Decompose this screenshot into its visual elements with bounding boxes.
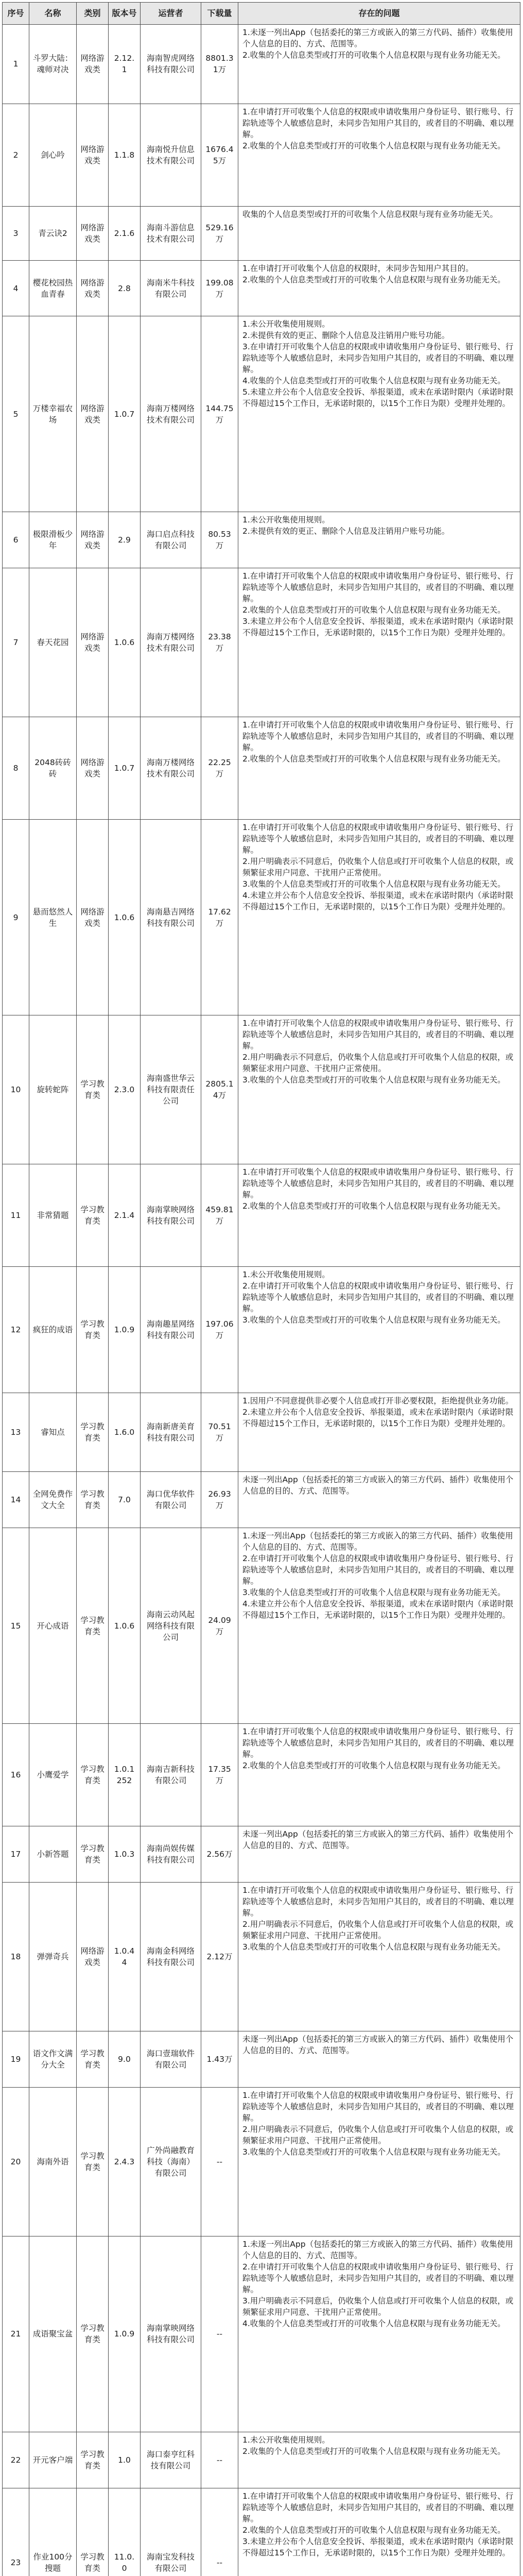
app-version: 2.1.6 <box>109 206 141 260</box>
row-number: 9 <box>3 820 29 1015</box>
download-count: 17.35万 <box>201 1723 238 1826</box>
download-count: 26.93万 <box>201 1472 238 1528</box>
row-number: 2 <box>3 104 29 206</box>
issue-list <box>238 1723 520 1826</box>
app-operator: 海南新唐美育科技有限公司 <box>141 1393 201 1472</box>
download-count: 1.43万 <box>201 2031 238 2088</box>
row-number: 5 <box>3 316 29 512</box>
app-version: 1.0.6 <box>109 568 141 717</box>
row-number: 20 <box>3 2087 29 2236</box>
app-name: 开心成语 <box>29 1528 77 1724</box>
download-count: 80.53万 <box>201 512 238 568</box>
issue-list <box>238 104 520 206</box>
table-row <box>3 316 520 512</box>
row-number: 13 <box>3 1393 29 1472</box>
row-number: 23 <box>3 2488 29 2576</box>
issue-item: 2.未提供有效的更正、删除个人信息及注销用户账号功能。 <box>242 331 450 341</box>
row-number: 10 <box>3 1015 29 1164</box>
app-category: 学习教育类 <box>77 1826 109 1882</box>
issue-item: 1.未公开收集使用规则。 <box>242 2435 330 2445</box>
table-row <box>3 1393 520 1472</box>
app-operator: 海南斗游信息技术有限公司 <box>141 206 201 260</box>
app-category: 学习教育类 <box>77 1723 109 1826</box>
app-name: 海南外语 <box>29 2087 77 2236</box>
app-operator: 海南趣星网络科技有限公司 <box>141 1267 201 1393</box>
download-count: 24.09万 <box>201 1528 238 1724</box>
app-category: 网络游戏类 <box>77 568 109 717</box>
issue-item: 2.收集的个人信息类型或打开的可收集个人信息权限与现有业务功能无关。 <box>242 605 505 615</box>
issue-item: 1.在申请打开可收集个人信息的权限或申请收集用户身份证号、银行账号、行踪轨迹等个人敏感信息时，未同步告知用户其目的，或者目的不明确、难以理解。 <box>242 1885 514 1918</box>
app-name: 万楼幸福农场 <box>29 316 77 512</box>
app-operator: 海南吉新科技有限公司 <box>141 1723 201 1826</box>
app-version: 1.0.1252 <box>109 1723 141 1826</box>
download-count: -- <box>201 2432 238 2488</box>
issue-item: 1.因用户不同意提供非必要个人信息或打开非必要权限，拒绝提供业务功能。 <box>242 1396 514 1405</box>
app-name: 疯狂的成语 <box>29 1267 77 1393</box>
app-name: 悬而悠然人生 <box>29 820 77 1015</box>
issue-list <box>238 206 520 260</box>
app-name: 小鹰爱学 <box>29 1723 77 1826</box>
app-version: 1.6.0 <box>109 1393 141 1472</box>
issue-item: 2.收集的个人信息类型或打开的可收集个人信息权限与现有业务功能无关。 <box>242 2525 505 2535</box>
issue-item: 3.收集的个人信息类型或打开的可收集个人信息权限与现有业务功能无关。 <box>242 2147 505 2157</box>
app-name: 开元客户端 <box>29 2432 77 2488</box>
table-row <box>3 1472 520 1528</box>
issue-list <box>238 568 520 717</box>
app-name: 樱花校园热血青春 <box>29 260 77 316</box>
row-number: 14 <box>3 1472 29 1528</box>
row-number: 22 <box>3 2432 29 2488</box>
app-category: 网络游戏类 <box>77 104 109 206</box>
issue-item: 1.未逐一列出App（包括委托的第三方或嵌入的第三方代码、插件）收集使用个人信息的目的、方式、范围等。 <box>242 28 513 48</box>
issue-item: 未逐一列出App（包括委托的第三方或嵌入的第三方代码、插件）收集使用个人信息的目的、方式、范围等。 <box>242 1829 514 1850</box>
app-operator: 海口壹瑞软件有限公司 <box>141 2031 201 2088</box>
issue-item: 3.收集的个人信息类型或打开的可收集个人信息权限与现有业务功能无关。 <box>242 1315 505 1325</box>
header-operator: 运营者 <box>141 3 201 25</box>
table-row <box>3 104 520 206</box>
issue-item: 1.在申请打开可收集个人信息的权限或申请收集用户身份证号、银行账号、行踪轨迹等个人敏感信息时，未同步告知用户其目的，或者目的不明确、难以理解。 <box>242 1018 514 1050</box>
app-operator: 海口启点科技有限公司 <box>141 512 201 568</box>
table-row <box>3 206 520 260</box>
table-row <box>3 1882 520 2031</box>
app-name: 剑心吟 <box>29 104 77 206</box>
issue-item: 3.在申请打开可收集个人信息的权限或申请收集用户身份证号、银行账号、行踪轨迹等个人敏感信息时，未同步告知用户其目的，或者目的不明确、难以理解。 <box>242 342 514 375</box>
app-name: 语文作文满分大全 <box>29 2031 77 2088</box>
app-category: 学习教育类 <box>77 1164 109 1267</box>
download-count: -- <box>201 2236 238 2432</box>
issue-list <box>238 1164 520 1267</box>
download-count: -- <box>201 2087 238 2236</box>
issue-item: 1.未逐一列出App（包括委托的第三方或嵌入的第三方代码、插件）收集使用个人信息的目的、方式、范围等。 <box>242 1531 513 1552</box>
app-category: 学习教育类 <box>77 2432 109 2488</box>
app-operator: 海南尚娱传媒科技有限公司 <box>141 1826 201 1882</box>
app-name: 全网免费作文大全 <box>29 1472 77 1528</box>
issue-item: 2.未提供有效的更正、删除个人信息及注销用户账号功能。 <box>242 527 450 536</box>
app-operator: 海南掌映网络科技有限公司 <box>141 1164 201 1267</box>
issue-list <box>238 717 520 820</box>
app-version: 1.1.8 <box>109 104 141 206</box>
issue-list <box>238 2031 520 2088</box>
app-category: 学习教育类 <box>77 2236 109 2432</box>
table-row <box>3 820 520 1015</box>
app-operator: 海口泰亨红科技有限公司 <box>141 2432 201 2488</box>
app-version: 2.4.3 <box>109 2087 141 2236</box>
app-name: 青云诀2 <box>29 206 77 260</box>
issue-item: 3.收集的个人信息类型或打开的可收集个人信息权限与现有业务功能无关。 <box>242 1588 505 1598</box>
row-number: 12 <box>3 1267 29 1393</box>
issue-item: 3.未建立并公布个人信息安全投诉、举报渠道，或未在承诺时限内（承诺时限不得超过15个工作日，无承诺时限的，以15个工作日为限）受理并处理的。 <box>242 2536 514 2557</box>
issue-list <box>238 1393 520 1472</box>
app-category: 网络游戏类 <box>77 316 109 512</box>
download-count: 459.81万 <box>201 1164 238 1267</box>
header-issues: 存在的问题 <box>238 3 520 25</box>
table-row <box>3 2236 520 2432</box>
header-version: 版本号 <box>109 3 141 25</box>
header-name: 名称 <box>29 3 77 25</box>
row-number: 11 <box>3 1164 29 1267</box>
app-operator: 海南悬吉网络科技有限公司 <box>141 820 201 1015</box>
issue-item: 未逐一列出App（包括委托的第三方或嵌入的第三方代码、插件）收集使用个人信息的目的、方式、范围等。 <box>242 2035 514 2056</box>
app-name: 弹弹奇兵 <box>29 1882 77 2031</box>
issue-item: 2.收集的个人信息类型或打开的可收集个人信息权限与现有业务功能无关。 <box>242 141 505 150</box>
app-operator: 广外尚融教育科技（海南）有限公司 <box>141 2087 201 2236</box>
table-row <box>3 512 520 568</box>
app-version: 7.0 <box>109 1472 141 1528</box>
app-category: 网络游戏类 <box>77 1882 109 2031</box>
issue-item: 1.未公开收集使用规则。 <box>242 1270 330 1280</box>
issue-item: 3.收集的个人信息类型或打开的可收集个人信息权限与现有业务功能无关。 <box>242 1942 505 1952</box>
table-row <box>3 25 520 104</box>
issue-list <box>238 1528 520 1724</box>
table-row <box>3 2488 520 2576</box>
download-count: -- <box>201 2488 238 2576</box>
issue-list <box>238 512 520 568</box>
app-name: 作业100分搜题 <box>29 2488 77 2576</box>
app-version: 1.0.9 <box>109 2236 141 2432</box>
app-version: 2.8 <box>109 260 141 316</box>
header-downloads: 下载量 <box>201 3 238 25</box>
app-name: 旋转蛇阵 <box>29 1015 77 1164</box>
issue-item: 1.在申请打开可收集个人信息的权限或申请收集用户身份证号、银行账号、行踪轨迹等个人敏感信息时，未同步告知用户其目的，或者目的不明确、难以理解。 <box>242 1167 514 1200</box>
download-count: 2805.14万 <box>201 1015 238 1164</box>
row-number: 8 <box>3 717 29 820</box>
app-name: 非常猜题 <box>29 1164 77 1267</box>
download-count: 1676.45万 <box>201 104 238 206</box>
issue-item: 2.用户明确表示不同意后，仍收集个人信息或打开可收集个人信息的权限，或频繁征求用户同意、干扰用户正常使用。 <box>242 2124 514 2145</box>
app-name: 睿知点 <box>29 1393 77 1472</box>
issue-list <box>238 2087 520 2236</box>
issue-list <box>238 1882 520 2031</box>
header-category: 类别 <box>77 3 109 25</box>
header-no: 序号 <box>3 3 29 25</box>
issue-item: 1.未逐一列出App（包括委托的第三方或嵌入的第三方代码、插件）收集使用个人信息的目的、方式、范围等。 <box>242 2240 513 2261</box>
table-body <box>3 25 520 2576</box>
app-version: 2.1.4 <box>109 1164 141 1267</box>
table-row <box>3 2432 520 2488</box>
issue-item: 收集的个人信息类型或打开的可收集个人信息权限与现有业务功能无关。 <box>242 209 498 219</box>
app-category: 网络游戏类 <box>77 820 109 1015</box>
app-category: 网络游戏类 <box>77 260 109 316</box>
app-version: 2.12.1 <box>109 25 141 104</box>
app-category: 学习教育类 <box>77 1015 109 1164</box>
app-version: 1.0.6 <box>109 820 141 1015</box>
app-operator: 海南万楼网络技术有限公司 <box>141 717 201 820</box>
app-name: 2048砖砖砖 <box>29 717 77 820</box>
app-operator: 海南宝发科技有限公司 <box>141 2488 201 2576</box>
issue-item: 2.用户明确表示不同意后，仍收集个人信息或打开可收集个人信息的权限，或频繁征求用户同意、干扰用户正常使用。 <box>242 1052 514 1073</box>
issue-list <box>238 1015 520 1164</box>
issue-list <box>238 2488 520 2576</box>
app-version: 1.0 <box>109 2432 141 2488</box>
app-category: 学习教育类 <box>77 2488 109 2576</box>
row-number: 19 <box>3 2031 29 2088</box>
issue-item: 1.在申请打开可收集个人信息的权限或申请收集用户身份证号、银行账号、行踪轨迹等个人敏感信息时，未同步告知用户其目的，或者目的不明确、难以理解。 <box>242 2491 514 2523</box>
app-operator: 海南米牛科技有限公司 <box>141 260 201 316</box>
row-number: 7 <box>3 568 29 717</box>
row-number: 16 <box>3 1723 29 1826</box>
issue-list <box>238 1826 520 1882</box>
issue-item: 2.用户明确表示不同意后，仍收集个人信息或打开可收集个人信息的权限，或频繁征求用户同意、干扰用户正常使用。 <box>242 857 514 878</box>
table-row <box>3 260 520 316</box>
issue-list <box>238 316 520 512</box>
download-count: 17.62万 <box>201 820 238 1015</box>
issue-item: 4.未建立并公布个人信息安全投诉、举报渠道，或未在承诺时限内（承诺时限不得超过15个工作日，无承诺时限的，以15个工作日为限）受理并处理的。 <box>242 1599 514 1620</box>
table-row <box>3 2087 520 2236</box>
issue-list <box>238 2432 520 2488</box>
app-name: 成语聚宝盆 <box>29 2236 77 2432</box>
issue-item: 4.收集的个人信息类型或打开的可收集个人信息权限与现有业务功能无关。 <box>242 376 505 386</box>
app-name: 极限滑板少年 <box>29 512 77 568</box>
app-category: 网络游戏类 <box>77 206 109 260</box>
issue-item: 1.在申请打开可收集个人信息的权限或申请收集用户身份证号、银行账号、行踪轨迹等个人敏感信息时，未同步告知用户其目的，或者目的不明确、难以理解。 <box>242 2090 514 2123</box>
download-count: 144.75万 <box>201 316 238 512</box>
row-number: 18 <box>3 1882 29 2031</box>
table-row <box>3 1826 520 1882</box>
row-number: 17 <box>3 1826 29 1882</box>
issue-item: 2.用户明确表示不同意后，仍收集个人信息或打开可收集个人信息的权限，或频繁征求用户同意、干扰用户正常使用。 <box>242 1919 514 1940</box>
issue-list <box>238 1472 520 1528</box>
issue-item: 2.收集的个人信息类型或打开的可收集个人信息权限与现有业务功能无关。 <box>242 275 505 284</box>
download-count: 23.38万 <box>201 568 238 717</box>
table-row <box>3 1164 520 1267</box>
app-category: 学习教育类 <box>77 1472 109 1528</box>
table-row <box>3 1267 520 1393</box>
issue-item: 2.收集的个人信息类型或打开的可收集个人信息权限与现有业务功能无关。 <box>242 2446 505 2456</box>
row-number: 4 <box>3 260 29 316</box>
issue-item: 2.收集的个人信息类型或打开的可收集个人信息权限与现有业务功能无关。 <box>242 1760 505 1770</box>
issue-list <box>238 820 520 1015</box>
app-name: 春天花园 <box>29 568 77 717</box>
issue-list <box>238 1267 520 1393</box>
issue-item: 2.在申请打开可收集个人信息的权限或申请收集用户身份证号、银行账号、行踪轨迹等个人敏感信息时，未同步告知用户其目的，或者目的不明确、难以理解。 <box>242 1554 514 1586</box>
issue-item: 2.在申请打开可收集个人信息的权限或申请收集用户身份证号、银行账号、行踪轨迹等个人敏感信息时，未同步告知用户其目的，或者目的不明确、难以理解。 <box>242 1281 514 1314</box>
issue-item: 4.未建立并公布个人信息安全投诉、举报渠道，或未在承诺时限内（承诺时限不得超过15个工作日，无承诺时限的，以15个工作日为限）受理并处理的。 <box>242 891 514 912</box>
app-version: 1.0.3 <box>109 1826 141 1882</box>
app-operator: 海南掌映网络科技有限公司 <box>141 2236 201 2432</box>
row-number: 6 <box>3 512 29 568</box>
app-operator: 海口优华软件有限公司 <box>141 1472 201 1528</box>
table-row <box>3 1723 520 1826</box>
download-count: 22.25万 <box>201 717 238 820</box>
app-name: 小新答题 <box>29 1826 77 1882</box>
issue-item: 1.在申请打开可收集个人信息的权限或申请收集用户身份证号、银行账号、行踪轨迹等个人敏感信息时，未同步告知用户其目的，或者目的不明确、难以理解。 <box>242 571 514 603</box>
issue-list <box>238 25 520 104</box>
issue-item: 1.在申请打开可收集个人信息的权限或申请收集用户身份证号、银行账号、行踪轨迹等个人敏感信息时，未同步告知用户其目的，或者目的不明确、难以理解。 <box>242 823 514 855</box>
issue-item: 1.在申请打开可收集个人信息的权限时，未同步告知用户其目的。 <box>242 263 474 273</box>
table-row <box>3 1015 520 1164</box>
download-count: 197.06万 <box>201 1267 238 1393</box>
issue-item: 2.未建立并公布个人信息安全投诉、举报渠道，或未在承诺时限内（承诺时限不得超过15个工作日，无承诺时限的，以15个工作日为限）受理并处理的。 <box>242 1407 514 1428</box>
app-version: 1.0.9 <box>109 1267 141 1393</box>
issue-item: 2.收集的个人信息类型或打开的可收集个人信息权限与现有业务功能无关。 <box>242 1201 505 1211</box>
app-version: 1.0.44 <box>109 1882 141 2031</box>
app-operator: 海南金科网络科技有限公司 <box>141 1882 201 2031</box>
table-header-row <box>3 3 520 25</box>
issue-item: 1.在申请打开可收集个人信息的权限或申请收集用户身份证号、银行账号、行踪轨迹等个人敏感信息时，未同步告知用户其目的，或者目的不明确、难以理解。 <box>242 1726 514 1759</box>
app-operator: 海南云动风起网络科技有限公司 <box>141 1528 201 1724</box>
app-version: 1.0.7 <box>109 316 141 512</box>
issue-item: 4.收集的个人信息类型或打开的可收集个人信息权限与现有业务功能无关。 <box>242 2319 505 2329</box>
issue-item: 3.未建立并公布个人信息安全投诉、举报渠道，或未在承诺时限内（承诺时限不得超过15个工作日，无承诺时限的，以15个工作日为限）受理并处理的。 <box>242 616 514 637</box>
table-row <box>3 568 520 717</box>
app-operator: 海南万楼网络技术有限公司 <box>141 316 201 512</box>
download-count: 529.16万 <box>201 206 238 260</box>
issue-list <box>238 260 520 316</box>
download-count: 70.51万 <box>201 1393 238 1472</box>
issue-item: 3.收集的个人信息类型或打开的可收集个人信息权限与现有业务功能无关。 <box>242 1075 505 1084</box>
issue-item: 1.未公开收集使用规则。 <box>242 319 330 329</box>
issue-item: 2.收集的个人信息类型或打开的可收集个人信息权限与现有业务功能无关。 <box>242 50 505 60</box>
app-issues-table <box>2 2 520 2576</box>
app-operator: 海南悦升信息技术有限公司 <box>141 104 201 206</box>
app-category: 学习教育类 <box>77 1267 109 1393</box>
download-count: 2.12万 <box>201 1882 238 2031</box>
app-category: 学习教育类 <box>77 2087 109 2236</box>
issue-item: 3.收集的个人信息类型或打开的可收集个人信息权限与现有业务功能无关。 <box>242 879 505 889</box>
app-version: 1.0.6 <box>109 1528 141 1724</box>
download-count: 2.56万 <box>201 1826 238 1882</box>
issue-item: 2.收集的个人信息类型或打开的可收集个人信息权限与现有业务功能无关。 <box>242 754 505 764</box>
app-category: 网络游戏类 <box>77 512 109 568</box>
app-category: 学习教育类 <box>77 1393 109 1472</box>
app-operator: 海南万楼网络技术有限公司 <box>141 568 201 717</box>
app-category: 网络游戏类 <box>77 25 109 104</box>
row-number: 15 <box>3 1528 29 1724</box>
issue-item: 未逐一列出App（包括委托的第三方或嵌入的第三方代码、插件）收集使用个人信息的目的、方式、范围等。 <box>242 1475 514 1496</box>
download-count: 8801.31万 <box>201 25 238 104</box>
row-number: 3 <box>3 206 29 260</box>
issue-list <box>238 2236 520 2432</box>
app-version: 2.9 <box>109 512 141 568</box>
table-row <box>3 1528 520 1724</box>
app-category: 学习教育类 <box>77 2031 109 2088</box>
issue-item: 5.未建立并公布个人信息安全投诉、举报渠道，或未在承诺时限内（承诺时限不得超过15个工作日，无承诺时限的，以15个工作日为限）受理并处理的。 <box>242 387 514 409</box>
app-operator: 海南盛世华云科技有限责任公司 <box>141 1015 201 1164</box>
row-number: 21 <box>3 2236 29 2432</box>
app-version: 2.3.0 <box>109 1015 141 1164</box>
app-version: 1.0.7 <box>109 717 141 820</box>
app-operator: 海南智虎网络科技有限公司 <box>141 25 201 104</box>
issue-item: 1.在申请打开可收集个人信息的权限或申请收集用户身份证号、银行账号、行踪轨迹等个人敏感信息时，未同步告知用户其目的，或者目的不明确、难以理解。 <box>242 107 514 139</box>
app-name: 斗罗大陆：魂师对决 <box>29 25 77 104</box>
table-row <box>3 717 520 820</box>
issue-item: 2.在申请打开可收集个人信息的权限或申请收集用户身份证号、银行账号、行踪轨迹等个人敏感信息时，未同步告知用户其目的，或者目的不明确、难以理解。 <box>242 2262 514 2295</box>
row-number: 1 <box>3 25 29 104</box>
issue-item: 1.在申请打开可收集个人信息的权限或申请收集用户身份证号、银行账号、行踪轨迹等个人敏感信息时，未同步告知用户其目的，或者目的不明确、难以理解。 <box>242 720 514 753</box>
download-count: 199.08万 <box>201 260 238 316</box>
table-row <box>3 2031 520 2088</box>
issue-item: 1.未公开收集使用规则。 <box>242 515 330 525</box>
app-version: 11.0.0 <box>109 2488 141 2576</box>
app-category: 学习教育类 <box>77 1528 109 1724</box>
app-version: 9.0 <box>109 2031 141 2088</box>
issue-item: 3.用户明确表示不同意后，仍收集个人信息或打开可收集个人信息的权限，或频繁征求用户同意、干扰用户正常使用。 <box>242 2296 514 2317</box>
app-category: 网络游戏类 <box>77 717 109 820</box>
